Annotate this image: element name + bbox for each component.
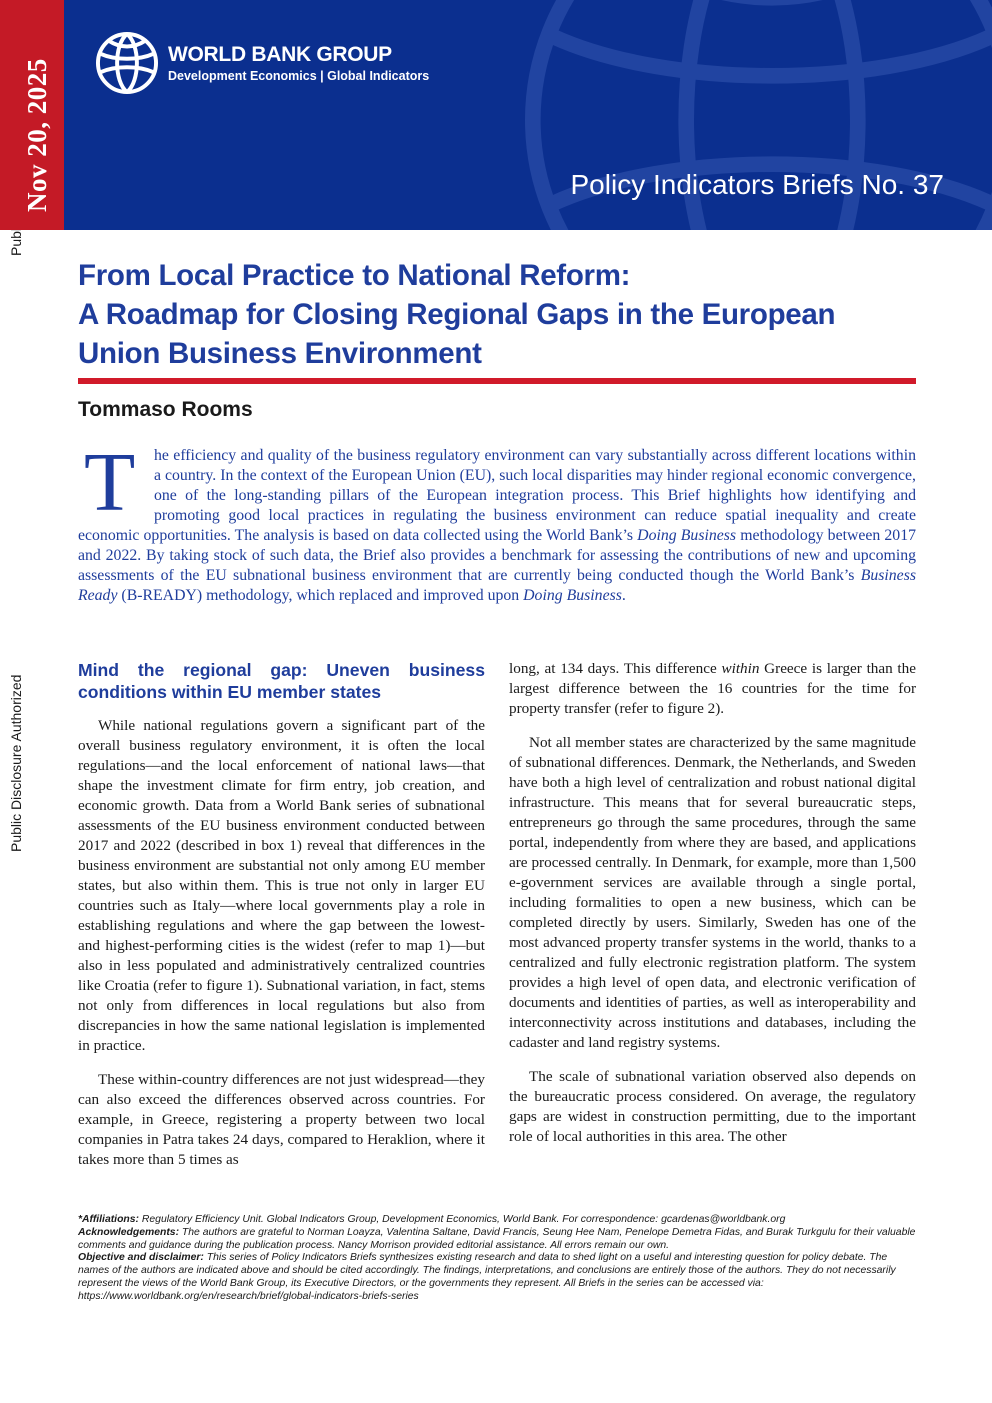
footnote-acknowledgements <box>78 1227 916 1253</box>
drop-cap: T <box>84 436 136 529</box>
abstract-emphasis-2: Business Ready <box>78 567 916 604</box>
body-column-left <box>78 659 485 1184</box>
org-name: WORLD BANK GROUP <box>168 42 392 66</box>
affiliations-label: *Affiliations: <box>78 1214 139 1225</box>
disclaimer-text: This series of Policy Indicators Briefs synthesizes existing research and data to shed light on a useful and interesting question for policy debate. The names of the authors are indicated above and should be cited accordingly. The findings, interpretations, and conclusions are entirely those of the authors. They do not necessarily represent the views of the World Bank Group, its Executive Directors, or the governments they represent. All Briefs in the series can be accessed via: https://www.worldbank.org/en/research/brief/global-indicators-briefs-series <box>78 1252 896 1302</box>
author-name: Tommaso Rooms <box>78 398 253 421</box>
abstract-emphasis-3: Doing Business <box>523 587 622 604</box>
acknowledgements-label: Acknowledgements: <box>78 1226 180 1238</box>
disclaimer-label: Objective and disclaimer: <box>78 1252 204 1264</box>
para-cont-emphasis: within <box>721 660 760 677</box>
abstract-text <box>78 436 916 606</box>
section-heading: Mind the regional gap: Uneven business conditions within EU member states <box>78 660 485 702</box>
footnote-affiliations <box>78 1214 916 1227</box>
abstract <box>78 436 916 606</box>
body-paragraph-2-continued <box>509 659 916 719</box>
body-column-right <box>509 659 916 1161</box>
abstract-part-4: . <box>621 587 626 604</box>
abstract-part-2: methodology between 2017 and 2022. By taking stock of such data, the Brief also provides a benchmark for assessing the contributions of new and upcoming assessments of the EU subnational business environment that are currently being conducted though the World Bank’s <box>78 527 916 584</box>
body-paragraph-4: The scale of subnational variation observed also depends on the bureaucratic process considered. On average, the regulatory gaps are widest in construction permitting, due to the important role of local authorities in this area. The other <box>509 1068 916 1145</box>
abstract-part-1: he efficiency and quality of the business regulatory environment can vary substantially across different locations within a country. In the context of the European Union (EU), such local disparities may hinder regional economic convergence, one of the long-standing pillars of the European integration process. This Brief highlights how identifying and promoting good local practices in regulating the business environment can reduce spatial inequality and create economic opportunities. The analysis is based on data collected using the World Bank’s <box>78 447 916 544</box>
body-paragraph-1: While national regulations govern a significant part of the overall business regulatory environment, it is often the local regulations—and the local enforcement of national laws—that shape the investment climate for firm entry, job creation, and economic growth. Data from a World Bank series of subnational assessments of the EU business environment conducted between 2017 and 2022 (described in box 1) reveal that differences in the business environment are substantial not only among EU member states, but also within them. This is true not only in larger EU countries such as Italy—where local governments play a role in establishing regulations and where the gap between the lowest- and highest-performing cities is the widest (refer to map 1)—but also in less populated and administratively centralized countries like Croatia (refer to figure 1). Subnational variation, in fact, stems not only from differences in local regulations but also from discrepancies in how the same national legislation is implemented in practice. <box>78 717 485 1054</box>
world-bank-globe-icon <box>94 30 160 96</box>
title-line-1: From Local Practice to National Reform: <box>78 259 631 292</box>
title-line-3: Union Business Environment <box>78 337 482 370</box>
publication-date: Nov 20, 2025 <box>22 58 52 212</box>
para-cont-a: long, at 134 days. This difference <box>509 660 722 677</box>
abstract-emphasis-1: Doing Business <box>637 527 737 544</box>
abstract-part-3: (B-READY) methodology, which replaced and improved upon <box>117 587 524 604</box>
para-cont-b: Greece is larger than the largest difference between the 16 countries for the time for property transfer (refer to figure 2). <box>509 660 916 717</box>
footnote-disclaimer <box>78 1252 916 1303</box>
affiliations-text: Regulatory Efficiency Unit. Global Indicators Group, Development Economics, World Bank. For correspondence: gcardenas@worldbank.org <box>139 1214 786 1225</box>
document-title <box>78 256 928 373</box>
title-divider <box>78 378 916 384</box>
world-bank-logo <box>94 30 429 96</box>
footnote <box>78 1214 916 1304</box>
body-paragraph-3: Not all member states are characterized by the same magnitude of subnational differences. Denmark, the Netherlands, and Sweden have both a high level of centralization and robust national digital infrastructure. This means that for several bureaucratic steps, entrepreneurs go through the same procedures, through the same portal, independently from where they are based, and applications are processed centrally. In Denmark, for example, more than 1,500 e-government services are available through a single portal, including formalities to open a new business, which can be completed directly by users. Similarly, Sweden has one of the most advanced property transfer systems in the world, thanks to a centralized and fully electronic registration platform. The system provides a high level of open data, and electronic verification of documents and identities of parties, as well as interoperability and interconnectivity across institutions and databases, including the cadaster and land registry systems. <box>509 734 916 1051</box>
series-title: Policy Indicators Briefs No. 37 <box>570 169 944 200</box>
date-strip <box>0 0 64 230</box>
disclosure-stamp-bottom: Public Disclosure Authorized <box>8 674 24 852</box>
body-paragraph-2: These within-country differences are not just widespread—they can also exceed the differences observed across countries. For example, in Greece, registering a property between two local companies in Patra takes 24 days, compared to Heraklion, where it takes more than 5 times as <box>78 1071 485 1168</box>
title-line-2: A Roadmap for Closing Regional Gaps in the European <box>78 298 836 331</box>
org-subtitle: Development Economics | Global Indicators <box>168 68 430 83</box>
acknowledgements-text: The authors are grateful to Norman Loayza, Valentina Saltane, David Francis, Seung Hee Nam, Penelope Demetra Fidas, and Burak Turkgulu for their valuable comments and guidance during the publication process. Nancy Morrison provided editorial assistance. All errors remain our own. <box>78 1226 916 1251</box>
